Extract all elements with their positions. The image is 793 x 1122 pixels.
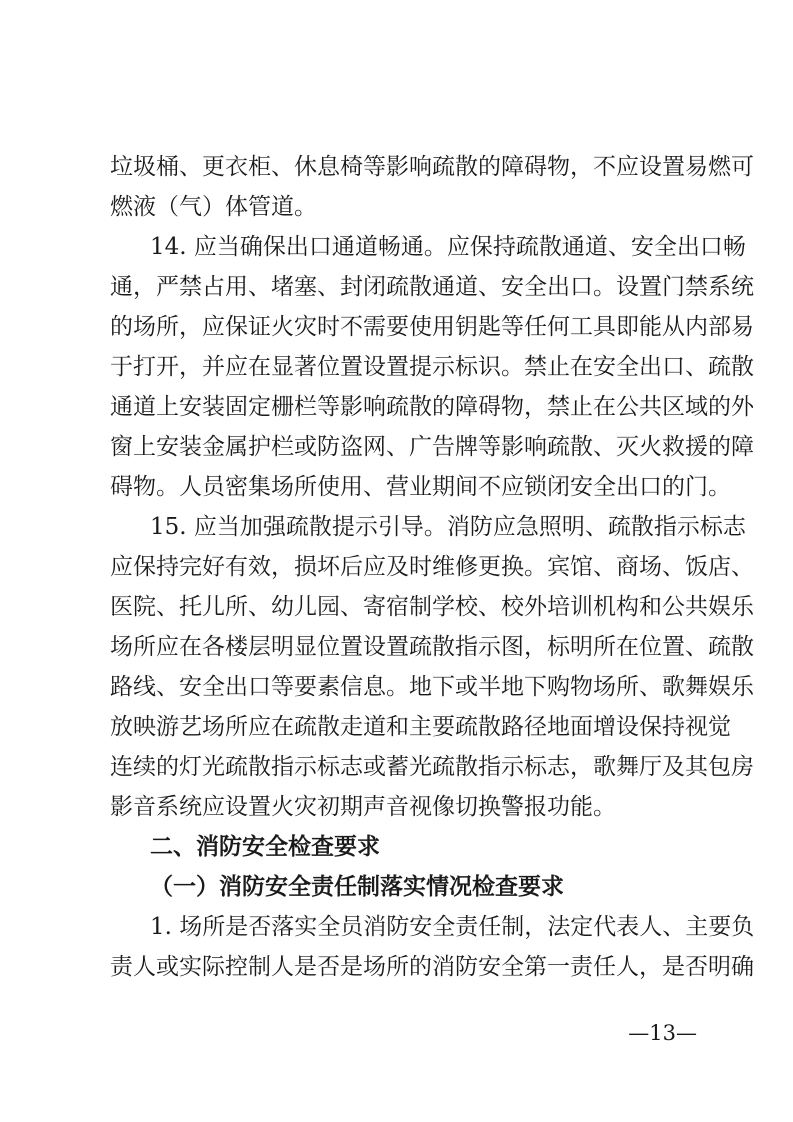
page-number: —13— [628,1021,697,1045]
text-line: 路线、安全出口等要素信息。地下或半地下购物场所、歌舞娱乐 [110,674,754,700]
text-line: 垃圾桶、更衣柜、休息椅等影响疏散的障碍物，不应设置易燃可 [110,154,754,180]
text-line: 影音系统应设置火灾初期声音视像切换警报功能。 [110,794,616,820]
text-line: 放映游艺场所应在疏散走道和主要疏散路径地面增设保持视觉 [110,714,731,740]
text-line: 燃液（气）体管道。 [110,194,317,220]
text-line: 碍物。人员密集场所使用、营业期间不应锁闭安全出口的门。 [110,474,731,500]
text-line: 医院、托儿所、幼儿园、寄宿制学校、校外培训机构和公共娱乐 [110,594,754,620]
text-line: 于打开，并应在显著位置设置提示标识。禁止在安全出口、疏散 [110,354,754,380]
text-line: 1. 场所是否落实全员消防安全责任制，法定代表人、主要负 [150,914,755,940]
text-line: 连续的灯光疏散指示标志或蓄光疏散指示标志，歌舞厅及其包房 [110,754,754,780]
section-heading: 二、消防安全检查要求 [150,834,380,860]
text-line: 通，严禁占用、堵塞、封闭疏散通道、安全出口。设置门禁系统 [110,274,754,300]
text-line: 14. 应当确保出口通道畅通。应保持疏散通道、安全出口畅 [150,234,746,260]
text-line: 的场所，应保证火灾时不需要使用钥匙等任何工具即能从内部易 [110,314,754,340]
text-line: 场所应在各楼层明显位置设置疏散指示图，标明所在位置、疏散 [110,634,754,660]
text-line: 责人或实际控制人是否是场所的消防安全第一责任人，是否明确 [110,954,754,980]
text-line: 窗上安装金属护栏或防盗网、广告牌等影响疏散、灭火救援的障 [110,434,754,460]
subsection-heading: （一）消防安全责任制落实情况检查要求 [150,873,564,900]
text-line: 15. 应当加强疏散提示引导。消防应急照明、疏散指示标志 [150,514,746,540]
text-line: 通道上安装固定栅栏等影响疏散的障碍物，禁止在公共区域的外 [110,394,754,420]
text-line: 应保持完好有效，损坏后应及时维修更换。宾馆、商场、饭店、 [110,554,754,580]
